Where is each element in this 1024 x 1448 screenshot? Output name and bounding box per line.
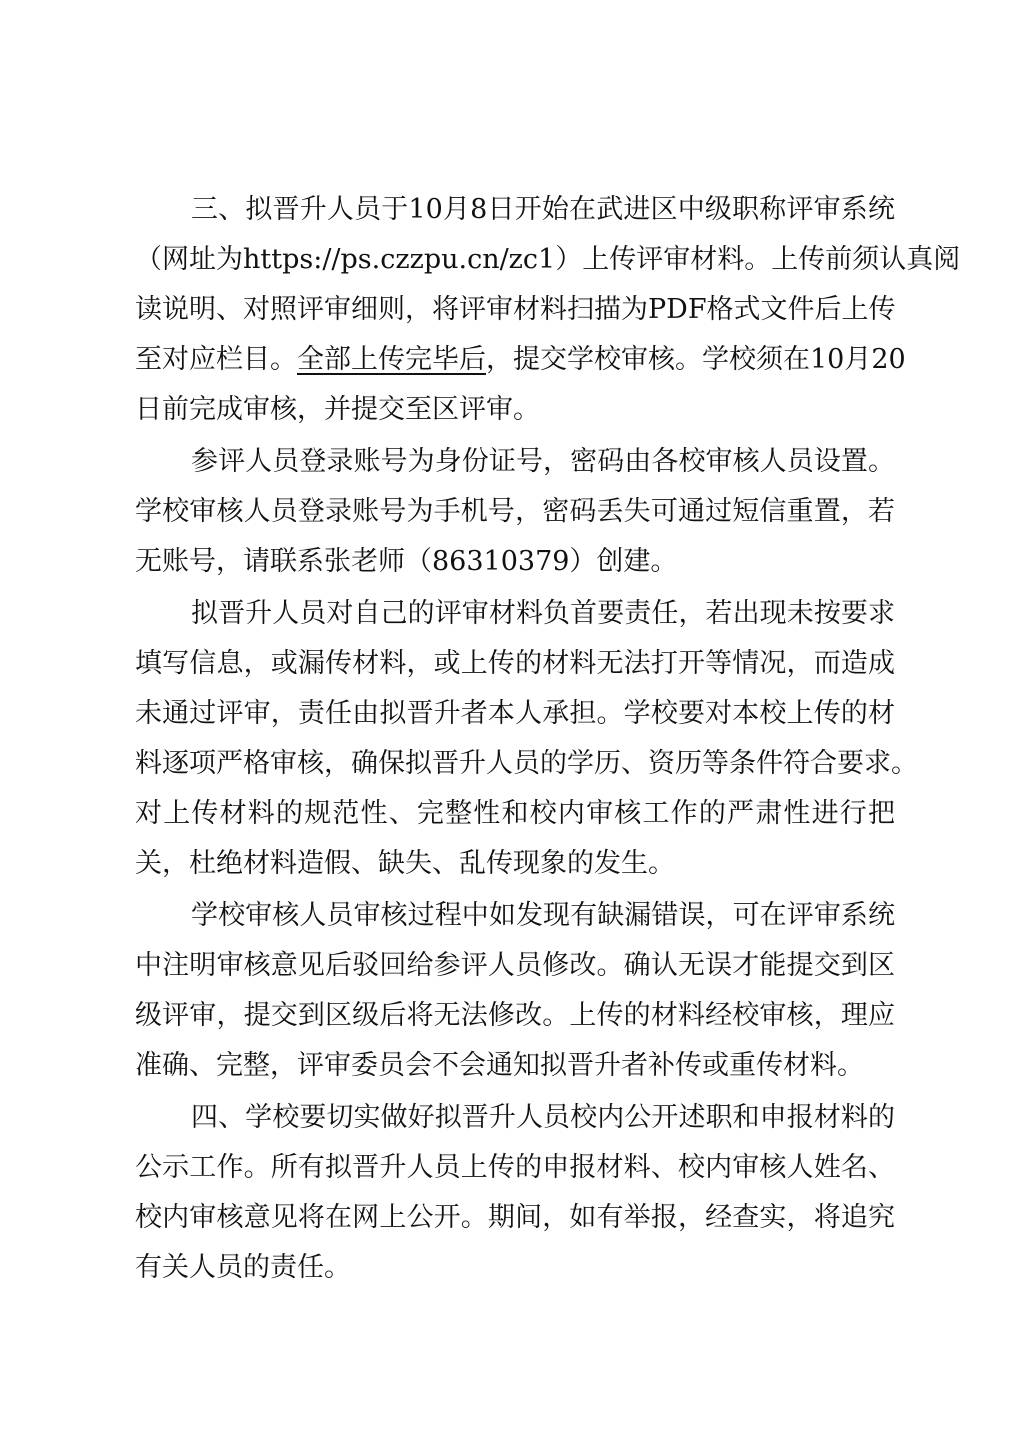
paragraph-line: 参评人员登录账号为身份证号，密码由各校审核人员设置。 <box>191 446 895 477</box>
paragraph-line: 有关人员的责任。 <box>135 1252 351 1283</box>
paragraph-line: 未通过评审，责任由拟晋升者本人承担。学校要对本校上传的材 <box>135 698 895 729</box>
paragraph-line-mixed <box>135 342 906 378</box>
paragraph-line: 四、学校要切实做好拟晋升人员校内公开述职和申报材料的 <box>191 1102 895 1133</box>
paragraph-line: 拟晋升人员对自己的评审材料负首要责任，若出现未按要求 <box>191 598 895 629</box>
paragraph-line: 准确、完整，评审委员会不会通知拟晋升者补传或重传材料。 <box>135 1050 864 1081</box>
paragraph-text: ，提交学校审核。学校须在10月20 <box>486 344 906 375</box>
paragraph-line: 学校审核人员登录账号为手机号，密码丢失可通过短信重置，若 <box>135 496 895 527</box>
paragraph-line: 校内审核意见将在网上公开。期间，如有举报，经查实，将追究 <box>135 1202 895 1233</box>
paragraph-line: 公示工作。所有拟晋升人员上传的申报材料、校内审核人姓名、 <box>135 1152 895 1183</box>
underlined-text: 全部上传完毕后 <box>297 344 486 375</box>
paragraph-line: 日前完成审核，并提交至区评审。 <box>135 394 540 425</box>
paragraph-line: （网址为https://ps.czzpu.cn/zc1）上传评审材料。上传前须认真阅 <box>135 244 961 275</box>
paragraph-line: 填写信息，或漏传材料，或上传的材料无法打开等情况，而造成 <box>135 648 895 679</box>
paragraph-line: 对上传材料的规范性、完整性和校内审核工作的严肃性进行把 <box>135 798 895 829</box>
paragraph-line: 学校审核人员审核过程中如发现有缺漏错误，可在评审系统 <box>191 900 895 931</box>
paragraph-text: 至对应栏目。 <box>135 344 297 375</box>
paragraph-line: 三、拟晋升人员于10月8日开始在武进区中级职称评审系统 <box>191 194 895 225</box>
paragraph-line: 关，杜绝材料造假、缺失、乱传现象的发生。 <box>135 848 675 879</box>
paragraph-line: 料逐项严格审核，确保拟晋升人员的学历、资历等条件符合要求。 <box>135 748 918 779</box>
paragraph-line: 中注明审核意见后驳回给参评人员修改。确认无误才能提交到区 <box>135 950 895 981</box>
paragraph-line: 无账号，请联系张老师（86310379）创建。 <box>135 546 678 577</box>
paragraph-line: 级评审，提交到区级后将无法修改。上传的材料经校审核，理应 <box>135 1000 895 1031</box>
paragraph-line: 读说明、对照评审细则，将评审材料扫描为PDF格式文件后上传 <box>135 294 896 325</box>
